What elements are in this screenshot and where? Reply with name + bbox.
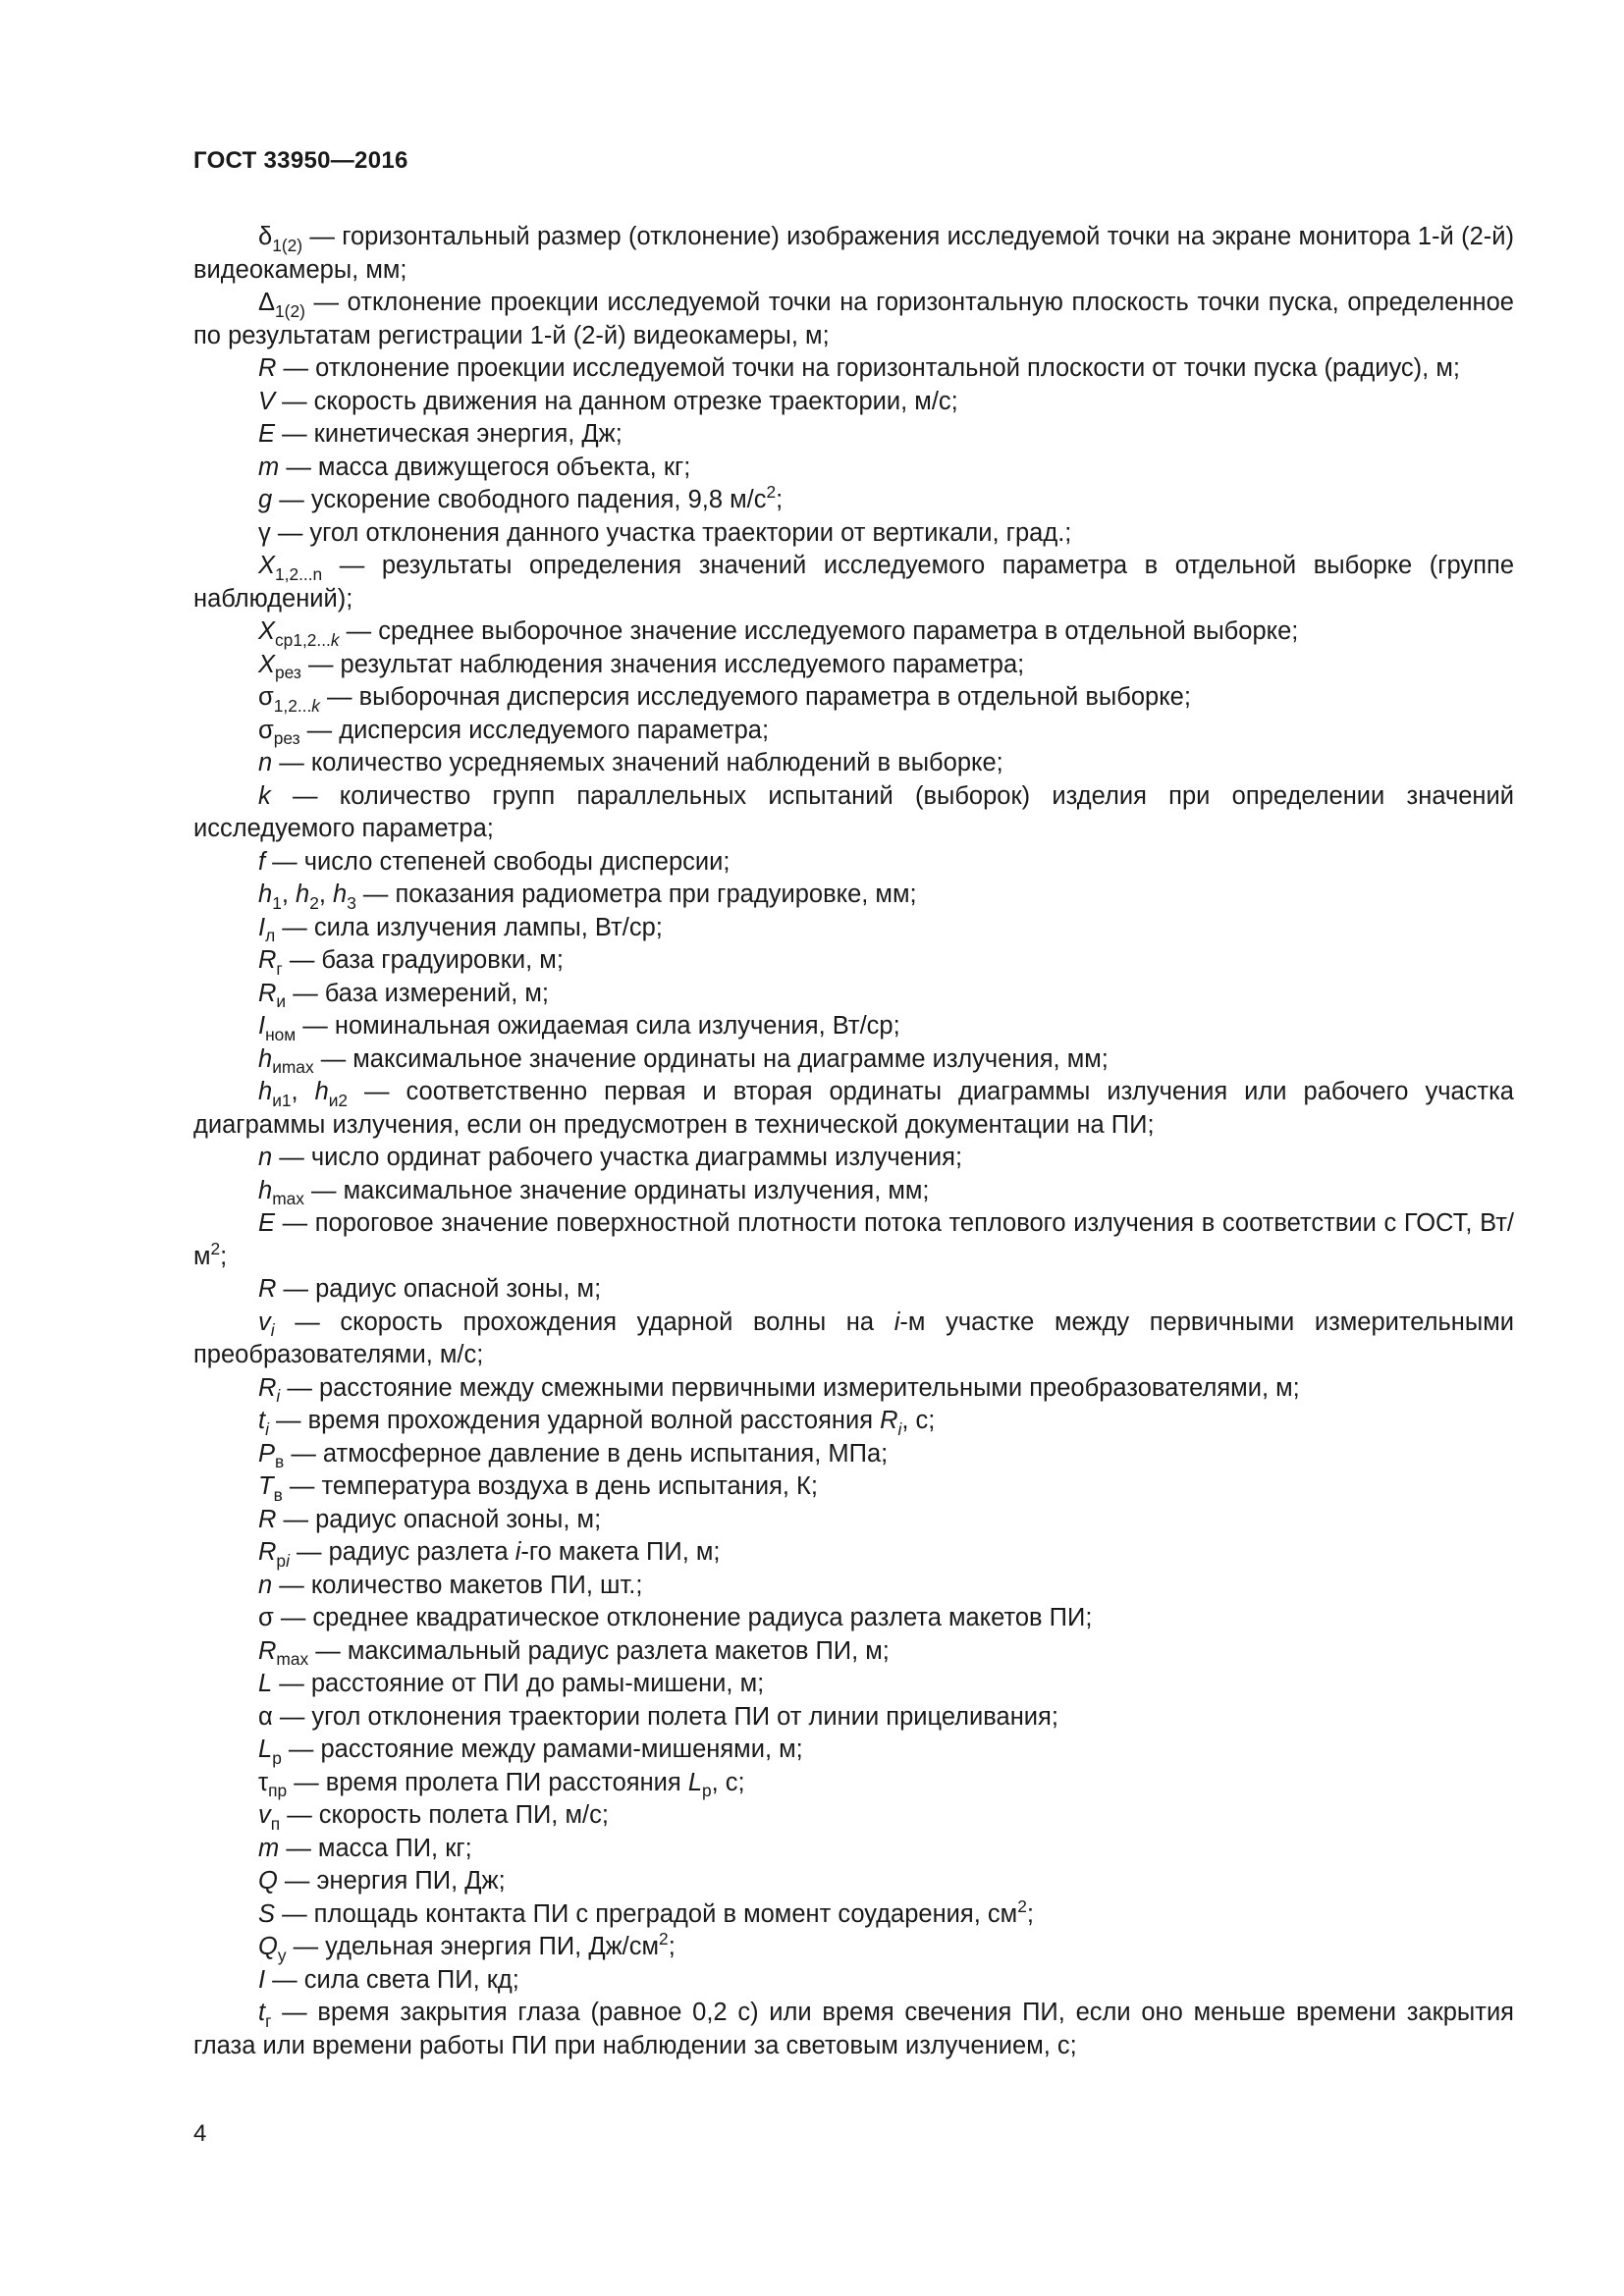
definition-text: — радиус опасной зоны, м; [276, 1275, 602, 1303]
definition-text: — расстояние между смежными первичными измерительными преобразователями, м; [280, 1373, 1300, 1402]
definition-symbol: T [258, 1472, 274, 1500]
definition-symbol: m [258, 453, 280, 481]
definition-text: — сила света ПИ, кд; [265, 1965, 519, 1994]
definition-text: — максимальное значение ординаты на диаграмме излучения, мм; [313, 1044, 1109, 1073]
definition-item [193, 1799, 1514, 1833]
definition-symbol: t [258, 1407, 266, 1434]
definition-item [193, 1010, 1514, 1043]
definition-symbol: R [258, 1538, 277, 1566]
definition-text: — расстояние от ПИ до рамы-мишени, м; [272, 1670, 765, 1697]
definition-text: — масса ПИ, кг; [279, 1834, 472, 1862]
definition-item [193, 386, 1514, 419]
definition-text: — радиус разлета [289, 1538, 515, 1566]
definition-text: — площадь контакта ПИ с преградой в момент соударения, см [275, 1899, 1018, 1928]
definition-symbol: h [258, 1078, 273, 1105]
definition-subscript: в [275, 1452, 285, 1472]
definition-text: — соответственно первая и вторая ординаты диаграммы излучения или рабочего участка диаграммы излучения, если он предусмотрен в технической документации на ПИ; [193, 1078, 1514, 1139]
definition-text: — энергия ПИ, Дж; [277, 1867, 506, 1895]
definition-symbol: I [258, 913, 266, 941]
definition-item [193, 1668, 1514, 1701]
definition-symbol: α [258, 1702, 273, 1731]
definition-text: — число степеней свободы дисперсии; [265, 847, 731, 876]
definition-subscript: 1(2) [275, 300, 305, 321]
definition-subscript: иmax [272, 1057, 314, 1078]
definition-symbol: L [258, 1670, 273, 1697]
definition-subscript: 1 [272, 892, 282, 913]
definition-item [193, 1997, 1514, 2062]
definition-text: — время прохождения ударной волной расстояния [268, 1407, 881, 1434]
definition-item [193, 649, 1514, 682]
definition-symbol: R [258, 1275, 277, 1303]
definition-symbol: I [258, 1012, 266, 1040]
definition-symbol: k [258, 781, 271, 810]
definition-inline-subscript: i [897, 1418, 902, 1439]
definition-subscript-italic: k [330, 629, 340, 650]
definition-text: -м участке между первичными измерительными преобразователями, м/с; [193, 1308, 1514, 1368]
definition-subscript-italic: i [276, 1386, 281, 1407]
definition-text: — удельная энергия ПИ, Дж/см [286, 1933, 660, 1960]
definition-item [193, 352, 1514, 386]
definition-superscript: 2 [1017, 1896, 1027, 1916]
definition-symbol: P [258, 1439, 276, 1468]
definition-symbol: R [258, 1505, 277, 1533]
definition-tail: ; [776, 486, 784, 513]
definition-text: — масса движущегося объекта, кг; [279, 453, 691, 481]
definition-text: — среднее выборочное значение исследуемого параметра в отдельной выборке; [339, 617, 1299, 645]
definition-symbol: m [258, 1834, 280, 1862]
definition-symbol: Q [258, 1933, 278, 1960]
definition-item [193, 1964, 1514, 1998]
definition-symbol: V [258, 387, 276, 415]
definition-item [193, 1536, 1514, 1570]
definition-symbol: σ [258, 683, 274, 711]
definition-text: — максимальное значение ординаты излучения, мм; [303, 1176, 930, 1204]
definition-subscript: и2 [328, 1090, 349, 1110]
definition-symbol: X [258, 617, 276, 645]
definition-subscript: ср1,2... [275, 629, 331, 650]
definition-inline-symbol: i [893, 1308, 900, 1336]
definition-subscript: ном [265, 1024, 297, 1044]
definition-symbol: R [258, 1373, 277, 1402]
definition-symbol: h [333, 881, 348, 908]
definition-item [193, 1273, 1514, 1307]
definition-symbol: t [258, 1999, 266, 2026]
definition-text: — отклонение проекции исследуемой точки на горизонтальной плоскости от точки пуска (радиус), м; [276, 354, 1460, 382]
page-number: 4 [193, 2120, 207, 2147]
definition-superscript: 2 [659, 1929, 669, 1949]
definition-text: — база градуировки, м; [282, 946, 564, 974]
definition-symbol: X [258, 552, 276, 579]
definition-item [193, 681, 1514, 715]
definition-text: — номинальная ожидаемая сила излучения, Вт/ср; [296, 1012, 900, 1040]
definition-symbol: R [258, 1636, 277, 1665]
definition-symbol: γ [258, 518, 271, 547]
definition-item [193, 517, 1514, 551]
definition-symbol: σ [258, 716, 274, 744]
definition-text: — результат наблюдения значения исследуемого параметра; [300, 650, 1025, 678]
definition-item [193, 1142, 1514, 1175]
definition-text: — количество групп параллельных испытаний (выборок) изделия при определении значений исследуемого параметра; [193, 781, 1514, 842]
definition-symbol: Δ [258, 289, 276, 316]
definition-superscript: 2 [210, 1238, 221, 1258]
definition-text: — количество усредняемых значений наблюдений в выборке; [272, 749, 1003, 776]
definition-item [193, 287, 1514, 352]
definition-subscript: 1(2) [272, 235, 303, 255]
definition-symbol: I [258, 1965, 266, 1994]
definition-symbol: R [258, 354, 277, 382]
definition-subscript-italic: i [270, 1320, 275, 1341]
definition-text: — скорость движения на данном отрезке траектории, м/с; [275, 387, 958, 415]
definition-text: — среднее квадратическое отклонение радиуса разлета макетов ПИ; [273, 1604, 1093, 1631]
definition-subscript: и1 [272, 1090, 292, 1110]
definition-item [193, 1865, 1514, 1898]
definition-text: — база измерений, м; [286, 979, 550, 1007]
definition-subscript: max [276, 1649, 309, 1670]
definition-tail: ; [668, 1933, 676, 1960]
definition-inline-subscript: р [702, 1781, 712, 1801]
definition-symbol: τ [258, 1768, 269, 1796]
definition-subscript: рез [273, 728, 300, 749]
definition-item [193, 715, 1514, 748]
definition-text: — число ординат рабочего участка диаграммы излучения; [272, 1144, 963, 1171]
definition-text: -го макета ПИ, м; [520, 1538, 721, 1566]
definition-text: — расстояние между рамами-мишенями, м; [281, 1735, 803, 1763]
definition-subscript: 1,2...n [275, 563, 323, 584]
definition-item [193, 1570, 1514, 1603]
definition-symbol: δ [258, 223, 273, 250]
definition-symbol: n [258, 1571, 273, 1599]
definition-symbol: g [258, 486, 273, 513]
definition-item [193, 418, 1514, 452]
definition-item [193, 944, 1514, 978]
definition-inline-symbol: R [880, 1407, 898, 1434]
definition-item [193, 1175, 1514, 1208]
definition-text: — время пролета ПИ расстояния [287, 1768, 688, 1796]
definition-text: , с; [901, 1407, 936, 1434]
definition-symbol: h [258, 1044, 273, 1073]
definition-text: — максимальный радиус разлета макетов ПИ, м; [308, 1636, 890, 1665]
definition-item [193, 1470, 1514, 1504]
definition-item [193, 846, 1514, 880]
definition-item [193, 615, 1514, 649]
definition-symbol: L [258, 1735, 273, 1763]
definition-subscript-italic: i [265, 1418, 269, 1439]
definition-subscript-italic: i [286, 1550, 290, 1571]
definition-text: — угол отклонения траектории полета ПИ от линии прицеливания; [272, 1702, 1058, 1731]
definition-text: — пороговое значение поверхностной плотности потока теплового излучения в соответствии с ГОСТ, Вт/м [193, 1209, 1514, 1270]
definition-subscript: max [272, 1189, 304, 1209]
definition-symbol: h [296, 881, 310, 908]
definition-text: — кинетическая энергия, Дж; [275, 420, 623, 448]
definition-text: — атмосферное давление в день испытания, МПа; [284, 1439, 889, 1468]
definition-symbol: σ [258, 1604, 274, 1631]
definition-symbol: v [258, 1308, 271, 1336]
definition-symbol: E [258, 1209, 276, 1237]
definition-symbol: h [314, 1078, 329, 1105]
definition-symbol: n [258, 749, 273, 776]
definition-symbol: f [258, 847, 266, 876]
definition-inline-symbol: i [514, 1538, 521, 1566]
definition-text: — ускорение свободного падения, 9,8 м/с [272, 486, 767, 513]
definition-subscript: п [270, 1813, 281, 1834]
definition-item: $h_{и1}$, $h_{и2}$ — соответственно первая и вторая ординаты диаграммы излучения или рабочего участка диаграммы излучения, если он предусмотрен в технической документации на ПИ; [193, 1078, 1514, 1139]
definition-symbol: v [258, 1801, 271, 1829]
definition-symbol: Q [258, 1867, 278, 1895]
definition-item [193, 1701, 1514, 1735]
definition-tail: ; [220, 1242, 228, 1270]
definition-text: — температура воздуха в день испытания, К; [282, 1472, 818, 1500]
definition-item [193, 221, 1514, 287]
definition-subscript: р [272, 1747, 282, 1768]
definition-text: — скорость полета ПИ, м/с; [280, 1801, 609, 1829]
definition-item [193, 1372, 1514, 1406]
definition-symbol: X [258, 650, 276, 678]
definition-text: — сила излучения лампы, Вт/ср; [275, 913, 663, 941]
definition-subscript: 3 [347, 892, 356, 913]
definition-subscript-italic: k [311, 695, 320, 716]
definition-item [193, 1635, 1514, 1669]
definition-subscript: л [265, 926, 276, 946]
definition-symbol: n [258, 1144, 273, 1171]
definition-text: — горизонтальный размер (отклонение) изображения исследуемой точки на экране монитора 1-й (2-й) видеокамеры, мм; [193, 223, 1514, 284]
definition-item [193, 747, 1514, 780]
definition-subscript: рез [275, 663, 301, 683]
definition-item [193, 912, 1514, 945]
definition-item [193, 1898, 1514, 1932]
definition-item [193, 1833, 1514, 1866]
definition-text: — дисперсия исследуемого параметра; [299, 716, 770, 744]
definition-subscript: г [265, 2010, 272, 2031]
definition-symbol: h [258, 881, 273, 908]
definition-item: $h_1$, $h_2$, $h_3$ — показания радиометра при градуировке, мм; [258, 881, 917, 913]
definition-item [193, 1602, 1514, 1635]
definition-item [193, 1504, 1514, 1537]
definition-text: , с; [711, 1768, 745, 1796]
definition-subscript: 1,2... [273, 695, 312, 716]
definition-subscript: у [277, 1945, 287, 1965]
definition-symbol: S [258, 1899, 276, 1928]
definition-item [193, 978, 1514, 1011]
definition-symbol: R [258, 979, 277, 1007]
definition-text: — радиус опасной зоны, м; [276, 1505, 602, 1533]
definitions-list [193, 221, 1514, 2062]
definition-item [193, 550, 1514, 615]
definition-text: — результаты определения значений исследуемого параметра в отдельной выборке (группе наблюдений); [193, 552, 1514, 613]
definition-text: — угол отклонения данного участка траектории от вертикали, град.; [270, 518, 1072, 547]
definition-text: — отклонение проекции исследуемой точки на горизонтальную плоскость точки пуска, определенное по результатам регистрации 1-й (2-й) видеокамеры, м; [193, 289, 1514, 349]
definition-tail: ; [1026, 1899, 1034, 1928]
definition-item [193, 1207, 1514, 1273]
definition-subscript: р [276, 1550, 287, 1571]
definition-item [193, 1931, 1514, 1964]
definition-text: — скорость прохождения ударной волны на [274, 1308, 894, 1336]
document-header: ГОСТ 33950—2016 [193, 147, 408, 174]
definition-symbol: E [258, 420, 276, 448]
definition-symbol: R [258, 946, 277, 974]
definition-subscript: и [276, 991, 287, 1012]
definition-symbol: h [258, 1176, 273, 1204]
definition-item [193, 1438, 1514, 1471]
definition-text: — выборочная дисперсия исследуемого параметра в отдельной выборке; [319, 683, 1191, 711]
definition-item [193, 1405, 1514, 1438]
definition-text: — показания радиометра при градуировке, мм; [355, 881, 917, 908]
definition-subscript: в [273, 1484, 283, 1505]
definition-text: — количество макетов ПИ, шт.; [272, 1571, 643, 1599]
definition-item [193, 452, 1514, 485]
definition-item [193, 1307, 1514, 1372]
definition-subscript: г [276, 958, 283, 979]
definition-subscript: 2 [309, 892, 319, 913]
definition-superscript: 2 [766, 482, 777, 503]
definition-item [193, 1043, 1514, 1077]
definition-item [193, 1767, 1514, 1800]
definition-item [193, 1734, 1514, 1767]
definition-subscript: пр [268, 1781, 288, 1801]
definition-text: — время закрытия глаза (равное 0,2 с) или время свечения ПИ, если оно меньше времени закрытия глаза или времени работы ПИ при наблюдении за световым излучением, с; [193, 1999, 1514, 2059]
definition-item [193, 484, 1514, 517]
definition-inline-symbol: L [687, 1768, 702, 1796]
definition-item [193, 780, 1514, 846]
